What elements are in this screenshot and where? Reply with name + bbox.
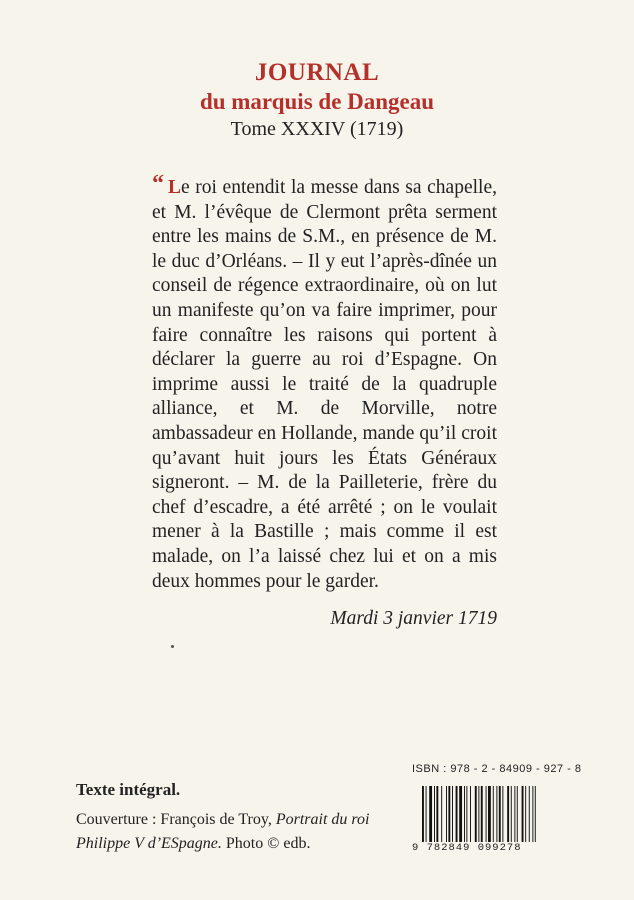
barcode-digits: 9 782849 099278 (412, 842, 522, 854)
barcode-bar (429, 786, 432, 842)
barcode-bar (507, 786, 509, 842)
quote-text: e roi entendit la messe dans sa chapelle, et M. l’évêque de Clermont prêta serment entre les mains de S.M., en présence de M. le duc d’Orléans. – Il y eut l’après-dînée un conseil de régence extraordinaire, où on lut un manifeste qu’on va faire imprimer, pour faire connaître les raisons qui portent à déclarer la guerre au roi d’Espagne. On imprime aussi le traité de la quadruple alliance, et M. de Morville, notre ambassadeur en Hollande, mande qu’il croit qu’avant huit jours les États Généraux signeront. – M. de la Pailleterie, frère du chef d’escadre, a été arrêté ; on le voulait mener à la Bastille ; mais comme il est malade, on l’a laissé chez lui et on a mis deux hommes pour le garder. (152, 177, 497, 592)
barcode-bar (481, 786, 483, 842)
barcode-bar (522, 786, 524, 842)
cover-credit (76, 808, 396, 856)
barcode-bar (502, 786, 503, 842)
barcode-bar (514, 786, 515, 842)
credits (76, 778, 396, 856)
isbn-label: ISBN : 978 - 2 - 84909 - 927 - 8 (412, 763, 582, 775)
barcode-bar (464, 786, 465, 842)
volume-label: Tome XXXIV (1719) (230, 118, 404, 140)
cover-credit-suffix: Photo © edb. (221, 835, 311, 852)
barcode-bar (535, 786, 536, 842)
cover-credit-prefix: Couverture : François de Troy, (76, 811, 276, 828)
barcode-bar (493, 786, 494, 842)
barcode-bar (478, 786, 479, 842)
barcode-bar (422, 786, 424, 842)
barcode-bar (436, 786, 438, 842)
quote-mark: “ (152, 171, 164, 197)
barcode-bar (475, 786, 477, 842)
barcode (410, 782, 580, 858)
quote-first-letter: L (168, 177, 182, 198)
barcode-bar (426, 786, 427, 842)
barcode-bar (488, 786, 491, 842)
barcode-bar (511, 786, 512, 842)
barcode-bar (532, 786, 533, 842)
barcode-bar (525, 786, 526, 842)
book-title: JOURNAL (254, 59, 380, 86)
barcode-bar (517, 786, 518, 842)
quote-excerpt (152, 172, 497, 594)
barcode-bars (422, 786, 574, 842)
barcode-bar (499, 786, 501, 842)
barcode-bar (470, 786, 471, 842)
barcode-bar (448, 786, 450, 842)
barcode-bar (466, 786, 467, 842)
barcode-bar (459, 786, 462, 842)
barcode-bar (486, 786, 487, 842)
barcode-bar (456, 786, 458, 842)
cover-painting-title: Portrait du roi Philippe V d’ESpagne. (76, 811, 370, 852)
book-subtitle: du marquis de Dangeau (199, 89, 435, 114)
quote-date: Mardi 3 janvier 1719 (330, 608, 497, 629)
barcode-bar (446, 786, 447, 842)
barcode-bar (434, 786, 435, 842)
decorative-dot (171, 645, 174, 648)
barcode-bar (529, 786, 530, 842)
barcode-bar (441, 786, 442, 842)
barcode-bar (496, 786, 497, 842)
barcode-bar (452, 786, 453, 842)
edition-label: Texte intégral. (76, 780, 181, 799)
title-block (0, 58, 634, 142)
